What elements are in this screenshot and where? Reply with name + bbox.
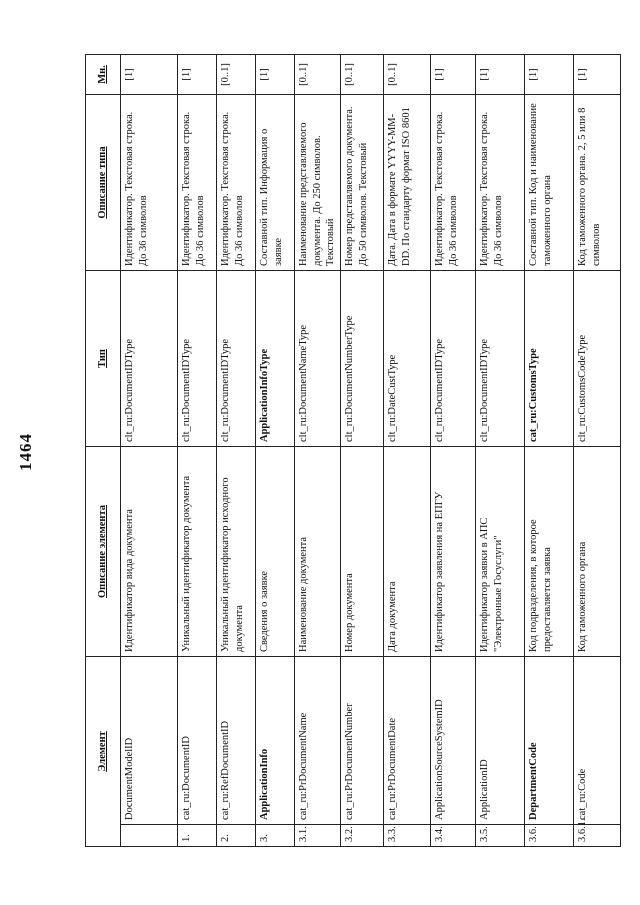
header-type-desc: Описание типа <box>86 95 121 271</box>
element-name: DocumentModelID <box>121 657 178 825</box>
table-row <box>256 55 295 847</box>
element-type: clt_ru:DocumentNameType <box>295 271 341 447</box>
header-type: Тип <box>86 271 121 447</box>
table-header-row <box>86 55 121 847</box>
element-name: ApplicationID <box>475 657 524 825</box>
table-row <box>430 55 475 847</box>
table-row <box>217 55 256 847</box>
multiplicity: [0..1] <box>383 55 430 95</box>
element-desc: Наименование документа <box>295 447 341 657</box>
element-name: cat_ru:PrDocumentDate <box>383 657 430 825</box>
type-desc: Дата. Дата в формате YYYY-MM-DD. По стандарту формат ISO 8601 <box>383 95 430 271</box>
element-name: ApplicationSourceSystemID <box>430 657 475 825</box>
element-desc: Идентификатор заявки в АПС "Электронные Госуслуги" <box>475 447 524 657</box>
element-type: ApplicationInfoType <box>256 271 295 447</box>
type-desc: Идентификатор. Текстовая строка. До 36 символов <box>475 95 524 271</box>
element-desc: Уникальный идентификатор исходного документа <box>217 447 256 657</box>
multiplicity: [1] <box>256 55 295 95</box>
element-type: clt_ru:DateCustType <box>383 271 430 447</box>
type-desc: Номер представляемого документа. До 50 символов. Текстовый <box>340 95 383 271</box>
row-number: 3.2. <box>340 825 383 847</box>
element-type: clt_ru:DocumentIDType <box>430 271 475 447</box>
multiplicity: [0..1] <box>340 55 383 95</box>
type-desc: Идентификатор. Текстовая строка. До 36 символов <box>217 95 256 271</box>
schema-table <box>85 54 621 847</box>
type-desc: Наименование представляемого документа. До 250 символов. Текстовый <box>295 95 341 271</box>
row-number: 3.1. <box>295 825 341 847</box>
element-desc: Идентификатор заявления на ЕПГУ <box>430 447 475 657</box>
multiplicity: [1] <box>573 55 620 95</box>
table-row <box>295 55 341 847</box>
table-row <box>121 55 178 847</box>
element-name: cat_ru:RefDocumentID <box>217 657 256 825</box>
table-row <box>475 55 524 847</box>
table-row <box>178 55 217 847</box>
multiplicity: [1] <box>475 55 524 95</box>
element-type: clt_ru:DocumentIDType <box>121 271 178 447</box>
type-desc: Составной тип. Информация о заявке <box>256 95 295 271</box>
element-name: cat_ru:DocumentID <box>178 657 217 825</box>
element-name: ApplicationInfo <box>256 657 295 825</box>
element-desc: Сведения о заявке <box>256 447 295 657</box>
row-number <box>121 825 178 847</box>
table-row <box>524 55 573 847</box>
multiplicity: [1] <box>178 55 217 95</box>
table-row <box>573 55 620 847</box>
page-number: 1464 <box>16 433 35 471</box>
row-number: 3.3. <box>383 825 430 847</box>
row-number: 1. <box>178 825 217 847</box>
element-name: cat_ru:PrDocumentNumber <box>340 657 383 825</box>
multiplicity: [0..1] <box>217 55 256 95</box>
element-type: clt_ru:DocumentIDType <box>217 271 256 447</box>
rotated-table-sheet <box>85 55 602 847</box>
type-desc: Идентификатор. Текстовая строка. До 36 символов <box>121 95 178 271</box>
type-desc: Идентификатор. Текстовая строка. До 36 символов <box>178 95 217 271</box>
element-name: cat_ru:PrDocumentName <box>295 657 341 825</box>
element-desc: Идентификатор вида документа <box>121 447 178 657</box>
row-number: 3.4. <box>430 825 475 847</box>
header-mult: Мн. <box>86 55 121 95</box>
row-number: 3. <box>256 825 295 847</box>
element-type: cat_ru:CustomsType <box>524 271 573 447</box>
element-desc: Номер документа <box>340 447 383 657</box>
type-desc: Код таможенного органа. 2, 5 или 8 символов <box>573 95 620 271</box>
row-number: 3.6. <box>524 825 573 847</box>
element-name: cat_ru:Code <box>573 657 620 825</box>
row-number: 3.5. <box>475 825 524 847</box>
multiplicity: [1] <box>430 55 475 95</box>
type-desc: Составной тип. Код и наименование таможенного органа <box>524 95 573 271</box>
row-number: 2. <box>217 825 256 847</box>
element-type: clt_ru:CustomsCodeType <box>573 271 620 447</box>
multiplicity: [1] <box>524 55 573 95</box>
element-name: DepartmentCode <box>524 657 573 825</box>
multiplicity: [1] <box>121 55 178 95</box>
element-desc: Дата документа <box>383 447 430 657</box>
type-desc: Идентификатор. Текстовая строка. До 36 символов <box>430 95 475 271</box>
multiplicity: [0..1] <box>295 55 341 95</box>
row-number: 3.6.1. <box>573 825 620 847</box>
header-element-desc: Описание элемента <box>86 447 121 657</box>
table-row <box>340 55 383 847</box>
element-desc: Код подразделения, в которое предоставляется заявка <box>524 447 573 657</box>
element-desc: Уникальный идентификатор документа <box>178 447 217 657</box>
table-row <box>383 55 430 847</box>
element-desc: Код таможенного органа <box>573 447 620 657</box>
element-type: clt_ru:DocumentIDType <box>178 271 217 447</box>
element-type: clt_ru:DocumentNumberType <box>340 271 383 447</box>
header-element: Элемент <box>86 657 121 847</box>
element-type: clt_ru:DocumentIDType <box>475 271 524 447</box>
